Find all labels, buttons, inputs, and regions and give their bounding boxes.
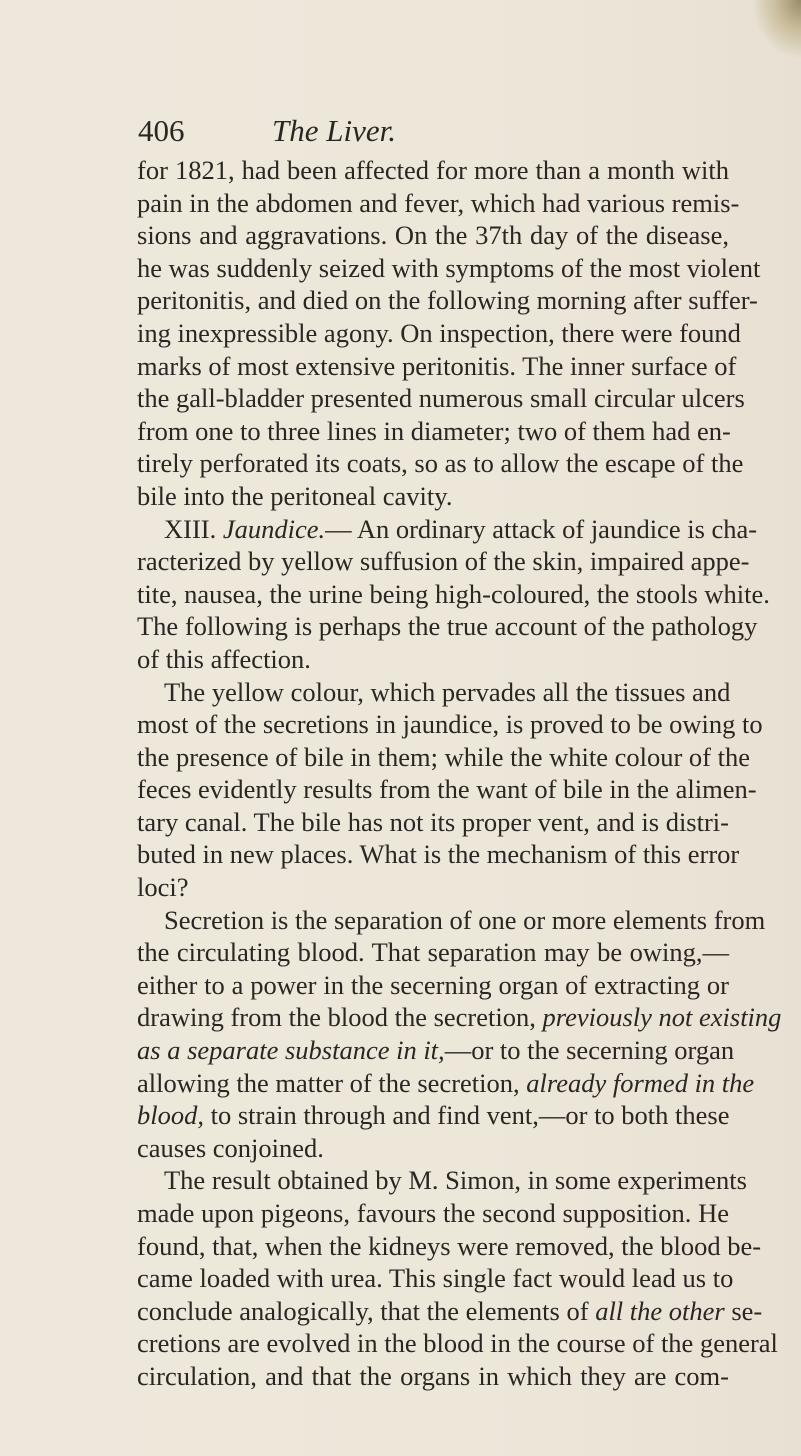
text-line: racterized by yellow suffusion of the skin, impaired appe- [137, 546, 750, 577]
text-line: came loaded with urea. This single fact would lead us to [137, 1263, 734, 1294]
text-line: tary canal. The bile has not its proper vent, and is distri- [137, 806, 729, 837]
italic-span: already formed in the [526, 1067, 755, 1098]
text-span: se- [731, 1295, 763, 1326]
text-line: pain in the abdomen and fever, which had various remis- [137, 187, 740, 218]
text-line: cretions are evolved in the blood in the course of the general [137, 1328, 778, 1359]
italic-span: all the other [595, 1295, 725, 1326]
paragraph-2 [137, 513, 770, 676]
italic-span: previously not existing [542, 1002, 782, 1033]
text-line: sions and aggravations. On the 37th day of the disease, [137, 220, 729, 251]
text-line: most of the secretions in jaundice, is proved to be owing to [137, 709, 763, 740]
text-line: found, that, when the kidneys were removed, the blood be- [137, 1230, 762, 1261]
text-line: buted in new places. What is the mechanism of this error [137, 839, 740, 870]
text-line: for 1821, had been affected for more than a month with [137, 155, 729, 185]
paragraph-4 [137, 904, 782, 1165]
paragraph-5 [137, 1164, 778, 1392]
text-line: the gall-bladder presented numerous small circular ulcers [137, 383, 745, 414]
text-line [137, 1001, 782, 1034]
text-span: drawing from the blood the secretion, [137, 1002, 536, 1033]
text-line: the presence of bile in them; while the white colour of the [137, 741, 750, 772]
text-line: he was suddenly seized with symptoms of the most violent [137, 252, 761, 283]
text-line: tirely perforated its coats, so as to allow the escape of the [137, 448, 744, 479]
body-text [137, 154, 782, 1393]
text-line: marks of most extensive peritonitis. The inner surface of [137, 350, 737, 381]
text-line [137, 1034, 735, 1067]
italic-span: blood, [137, 1100, 204, 1131]
italic-span: as a separate substance in it, [137, 1035, 445, 1066]
running-title: The Liver. [272, 113, 396, 148]
page-header [138, 111, 738, 151]
text-line: The result obtained by M. Simon, in some experiments [164, 1165, 747, 1196]
text-span: conclude analogically, that the elements of [137, 1295, 589, 1326]
text-line: feces evidently results from the want of bile in the alimen- [137, 774, 757, 805]
text-line: either to a power in the secerning organ of extracting or [137, 969, 729, 1000]
text-span: — An ordinary attack of jaundice is cha- [325, 513, 758, 544]
text-line [137, 1067, 755, 1100]
text-line: made upon pigeons, favours the second supposition. He [137, 1198, 729, 1228]
section-heading: Jaundice. [222, 513, 326, 544]
section-numeral: XIII. [164, 513, 217, 544]
text-line: circulation, and that the organs in which they are com- [137, 1360, 729, 1391]
text-line: of this affection. [137, 643, 311, 674]
text-line: tite, nausea, the urine being high-coloured, the stools white. [137, 578, 770, 609]
text-line: bile into the peritoneal cavity. [137, 480, 453, 511]
text-line: The yellow colour, which pervades all the tissues and [164, 676, 731, 707]
text-line: ing inexpressible agony. On inspection, there were found [137, 317, 741, 348]
text-span: —or to the secerning organ [444, 1035, 735, 1066]
paragraph-3 [137, 676, 763, 904]
text-line [137, 1099, 729, 1132]
text-line [137, 1295, 763, 1328]
text-span: to strain through and find vent,—or to both these [210, 1100, 730, 1131]
text-line: peritonitis, and died on the following morning after suffer- [137, 285, 758, 316]
text-line: the circulating blood. That separation may be owing,— [137, 937, 729, 968]
text-span: allowing the matter of the secretion, [137, 1067, 520, 1098]
text-line: The following is perhaps the true account of the pathology [137, 611, 758, 642]
page-number: 406 [138, 113, 185, 148]
text-line: loci? [137, 872, 189, 903]
section-heading-line [137, 513, 758, 546]
page-corner-stain [751, 0, 801, 60]
text-line: causes conjoined. [137, 1132, 324, 1163]
paragraph-1 [137, 154, 761, 513]
text-line: Secretion is the separation of one or more elements from [164, 904, 766, 935]
text-line: from one to three lines in diameter; two of them had en- [137, 415, 731, 446]
